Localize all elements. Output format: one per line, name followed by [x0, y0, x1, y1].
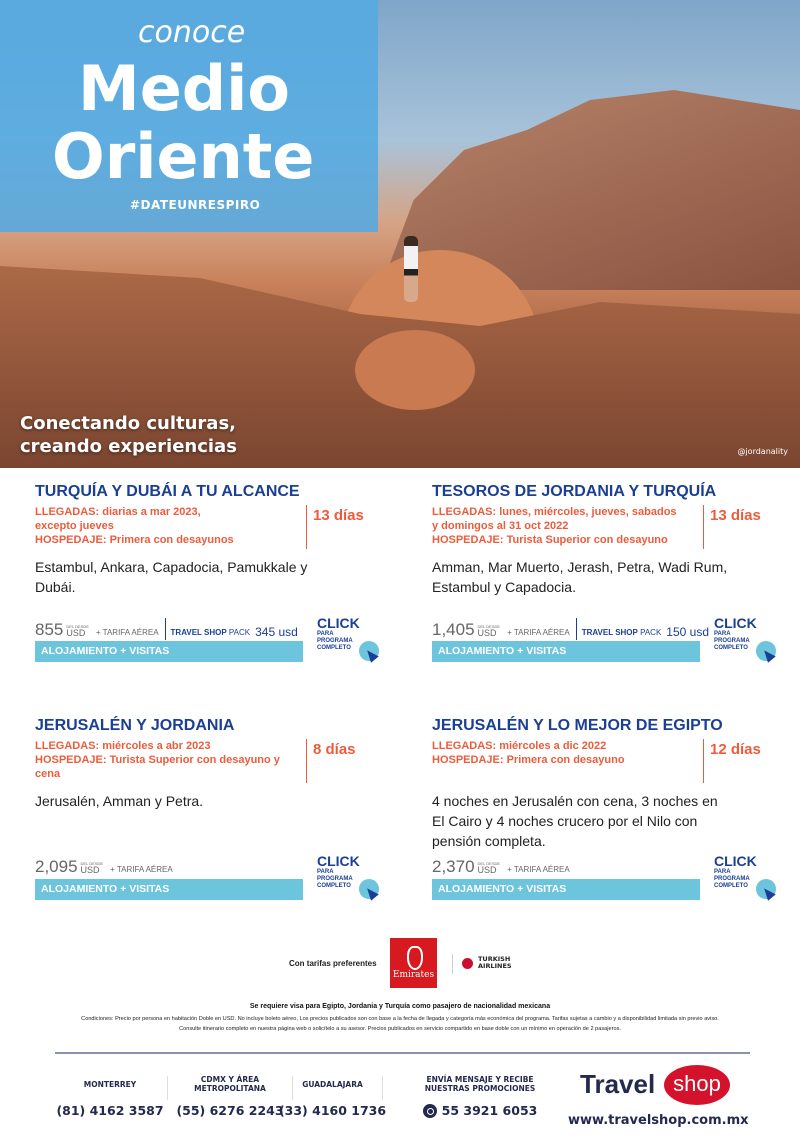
accommodation-visits-bar[interactable]: ALOJAMIENTO + VISITAS — [432, 879, 700, 900]
phone-text[interactable]: 55 3921 6053 — [441, 1103, 538, 1118]
phone-number[interactable] — [176, 1103, 283, 1118]
pack-logo — [171, 628, 251, 637]
info-line: LLEGADAS: miércoles a dic 2022 — [432, 740, 607, 752]
logo-shop: shop — [664, 1065, 730, 1105]
tour-info — [432, 505, 777, 549]
arrival-lodging-info — [35, 505, 307, 549]
emirates-wordmark: Emirates — [392, 970, 435, 980]
tour-info — [35, 505, 380, 549]
arrival-lodging-info — [432, 739, 704, 783]
hero-kicker: conoce — [138, 15, 246, 50]
divider — [452, 954, 453, 974]
tour-card — [35, 483, 380, 673]
hero-tagline — [20, 412, 237, 458]
contact-2 — [170, 1073, 290, 1118]
tour-title: TESOROS DE JORDANIA Y TURQUÍA — [432, 483, 717, 500]
click-sublabel: PARA PROGRAMA COMPLETO — [317, 631, 353, 651]
tour-title: TURQUÍA Y DUBÁI A TU ALCANCE — [35, 483, 300, 500]
currency-label: USD — [477, 628, 497, 638]
airfare-note: + TARIFA AÉREA — [95, 628, 159, 637]
turkish-line1: TURKISH — [478, 955, 511, 963]
accommodation-visits-bar[interactable]: ALOJAMIENTO + VISITAS — [35, 641, 303, 662]
tour-info — [35, 739, 380, 783]
airfare-note: + TARIFA AÉREA — [110, 865, 173, 874]
visa-notice: Se requiere visa para Egipto, Jordania y Turquía como pasajero de nacionalidad mexicana — [249, 1003, 551, 1010]
hero-title-line2: Oriente — [52, 120, 315, 193]
info-line: LLEGADAS: diarias a mar 2023, — [35, 506, 201, 518]
currency-block — [66, 624, 89, 638]
price-row — [432, 857, 570, 877]
currency-label: USD — [477, 865, 497, 875]
info-line: HOSPEDAJE: Primera con desayuno — [432, 754, 625, 766]
click-program-button[interactable] — [317, 615, 381, 665]
currency-block — [81, 861, 104, 875]
hiker-figure — [404, 236, 418, 302]
click-label: CLICK — [317, 615, 360, 631]
tour-card — [432, 717, 777, 907]
tagline-line1: Conectando culturas, — [20, 413, 236, 434]
pack-logo-light: PACK — [640, 628, 662, 637]
whatsapp-icon — [423, 1104, 437, 1118]
phone-number[interactable] — [423, 1103, 538, 1118]
price-value: 855 — [35, 620, 64, 639]
tour-info — [432, 739, 777, 783]
tour-duration: 8 días — [313, 741, 356, 758]
tour-destinations: 4 noches en Jerusalén con cena, 3 noches en El Cairo y 4 noches crucero por el Nilo con pensión completa. — [432, 793, 718, 849]
pack-price: 150 usd — [666, 625, 709, 639]
tour-card — [35, 717, 380, 907]
tagline-line2: creando experiencias — [20, 436, 237, 457]
airline-partners — [0, 938, 800, 990]
info-line: LLEGADAS: miércoles a abr 2023 — [35, 740, 211, 752]
info-line: HOSPEDAJE: Primera con desayunos — [35, 534, 234, 546]
price-row — [432, 618, 709, 640]
pack-logo-light: PACK — [228, 628, 251, 637]
hero-title-line1: Medio — [78, 52, 290, 125]
arrival-lodging-info — [35, 739, 307, 783]
contact-region: MONTERREY — [83, 1079, 137, 1089]
price-row — [35, 618, 298, 640]
tour-duration: 12 días — [710, 741, 761, 758]
website-link[interactable]: www.travelshop.com.mx — [568, 1113, 749, 1128]
price-row — [35, 857, 173, 877]
del-desde-label: DEL DESDE — [477, 624, 501, 629]
del-desde-label: DEL DESDE — [66, 624, 89, 629]
accommodation-visits-bar[interactable]: ALOJAMIENTO + VISITAS — [432, 641, 700, 662]
click-label: CLICK — [714, 615, 757, 631]
turkish-line2: AIRLINES — [478, 962, 512, 970]
airfare-note: + TARIFA AÉREA — [507, 865, 570, 874]
click-label: CLICK — [714, 853, 757, 869]
currency-block — [478, 861, 501, 875]
del-desde-label: DEL DESDE — [477, 861, 501, 866]
tour-duration: 13 días — [313, 507, 364, 524]
contact-3 — [278, 1073, 387, 1118]
click-program-button[interactable] — [714, 853, 778, 903]
travel-shop-pack — [576, 618, 709, 640]
footer-divider — [55, 1052, 750, 1054]
tour-title: JERUSALÉN Y JORDANIA — [35, 717, 235, 734]
info-line: HOSPEDAJE: Turista Superior con desayuno y cena — [35, 754, 280, 780]
travelshop-logo[interactable] — [578, 1065, 738, 1105]
pack-logo-bold: TRAVEL SHOP — [170, 628, 227, 637]
conditions-text: Condiciones: Precio por persona en habitación Doble en USD. No incluye boleto aéreo, Los precios publicados son con base a la fecha de llegada y categoría más económica del programa. Tarifas sujetas a cambio y a disponibilidad limitada sin previo aviso. Consulte itinerario completo en nuestra página web o solicítelo a su asesor. Precios publicados en servicio compartido en base doble con un mínimo en operación de 2 pasajeros. — [81, 1016, 719, 1032]
turkish-airlines-logo — [462, 956, 512, 970]
tour-title: JERUSALÉN Y LO MEJOR DE EGIPTO — [432, 717, 723, 734]
price-value: 2,095 — [35, 857, 78, 876]
phone-number[interactable] — [279, 1103, 386, 1118]
tour-destinations: Estambul, Ankara, Capadocia, Pamukkale y Dubái. — [35, 559, 308, 595]
phone-number[interactable] — [56, 1103, 163, 1118]
currency-block — [478, 624, 501, 638]
currency-label: USD — [80, 865, 100, 875]
info-line: LLEGADAS: lunes, miércoles, jueves, sabados — [432, 506, 677, 518]
phone-text[interactable]: (81) 4162 3587 — [56, 1103, 164, 1118]
phone-text[interactable]: (33) 4160 1736 — [278, 1103, 387, 1118]
currency-label: USD — [66, 628, 86, 638]
airfare-note: + TARIFA AÉREA — [507, 628, 570, 637]
travel-shop-pack — [165, 618, 298, 640]
info-line: y domingos al 31 oct 2022 — [432, 520, 569, 532]
tour-card — [432, 483, 777, 673]
logo-travel: Travel — [580, 1069, 656, 1099]
arch-opening — [355, 330, 475, 410]
info-line: HOSPEDAJE: Turista Superior con desayuno — [432, 534, 668, 546]
click-program-button[interactable] — [714, 615, 778, 665]
click-label: CLICK — [317, 853, 360, 869]
del-desde-label: DEL DESDE — [80, 861, 104, 866]
click-sublabel: PARA PROGRAMA COMPLETO — [317, 869, 353, 889]
contact-divider — [382, 1076, 383, 1100]
accommodation-visits-bar[interactable]: ALOJAMIENTO + VISITAS — [35, 879, 303, 900]
contact-region: GUADALAJARA — [302, 1079, 363, 1089]
turkish-bird-icon — [462, 958, 473, 969]
tour-duration: 13 días — [710, 507, 761, 524]
contact-divider — [167, 1076, 168, 1100]
pack-logo — [582, 628, 662, 637]
contact-region: CDMX Y ÁREA METROPOLITANA — [194, 1075, 266, 1093]
price-value: 2,370 — [432, 857, 475, 876]
arrival-lodging-info — [432, 505, 704, 549]
price-value: 1,405 — [432, 620, 475, 639]
info-line: excepto jueves — [35, 520, 114, 532]
click-sublabel: PARA PROGRAMA COMPLETO — [714, 631, 750, 651]
photo-credit: @jordanality — [737, 447, 788, 456]
pack-logo-bold: TRAVEL SHOP — [581, 628, 638, 637]
contact-4 — [410, 1073, 550, 1118]
pack-price: 345 usd — [255, 625, 298, 639]
click-sublabel: PARA PROGRAMA COMPLETO — [714, 869, 750, 889]
contact-1 — [55, 1073, 165, 1118]
hero-banner — [0, 0, 800, 468]
preferred-fares-label: Con tarifas preferentes — [289, 959, 377, 968]
tour-destinations: Jerusalén, Amman y Petra. — [35, 793, 204, 809]
tour-destinations: Amman, Mar Muerto, Jerash, Petra, Wadi Rum, Estambul y Capadocia. — [432, 559, 728, 595]
emirates-logo — [390, 938, 437, 988]
click-program-button[interactable] — [317, 853, 381, 903]
phone-text[interactable]: (55) 6276 2243 — [176, 1103, 284, 1118]
contact-region: ENVÍA MENSAJE Y RECIBE NUESTRAS PROMOCIONES — [424, 1075, 536, 1093]
hero-hashtag: #DATEUNRESPIRO — [130, 198, 261, 212]
